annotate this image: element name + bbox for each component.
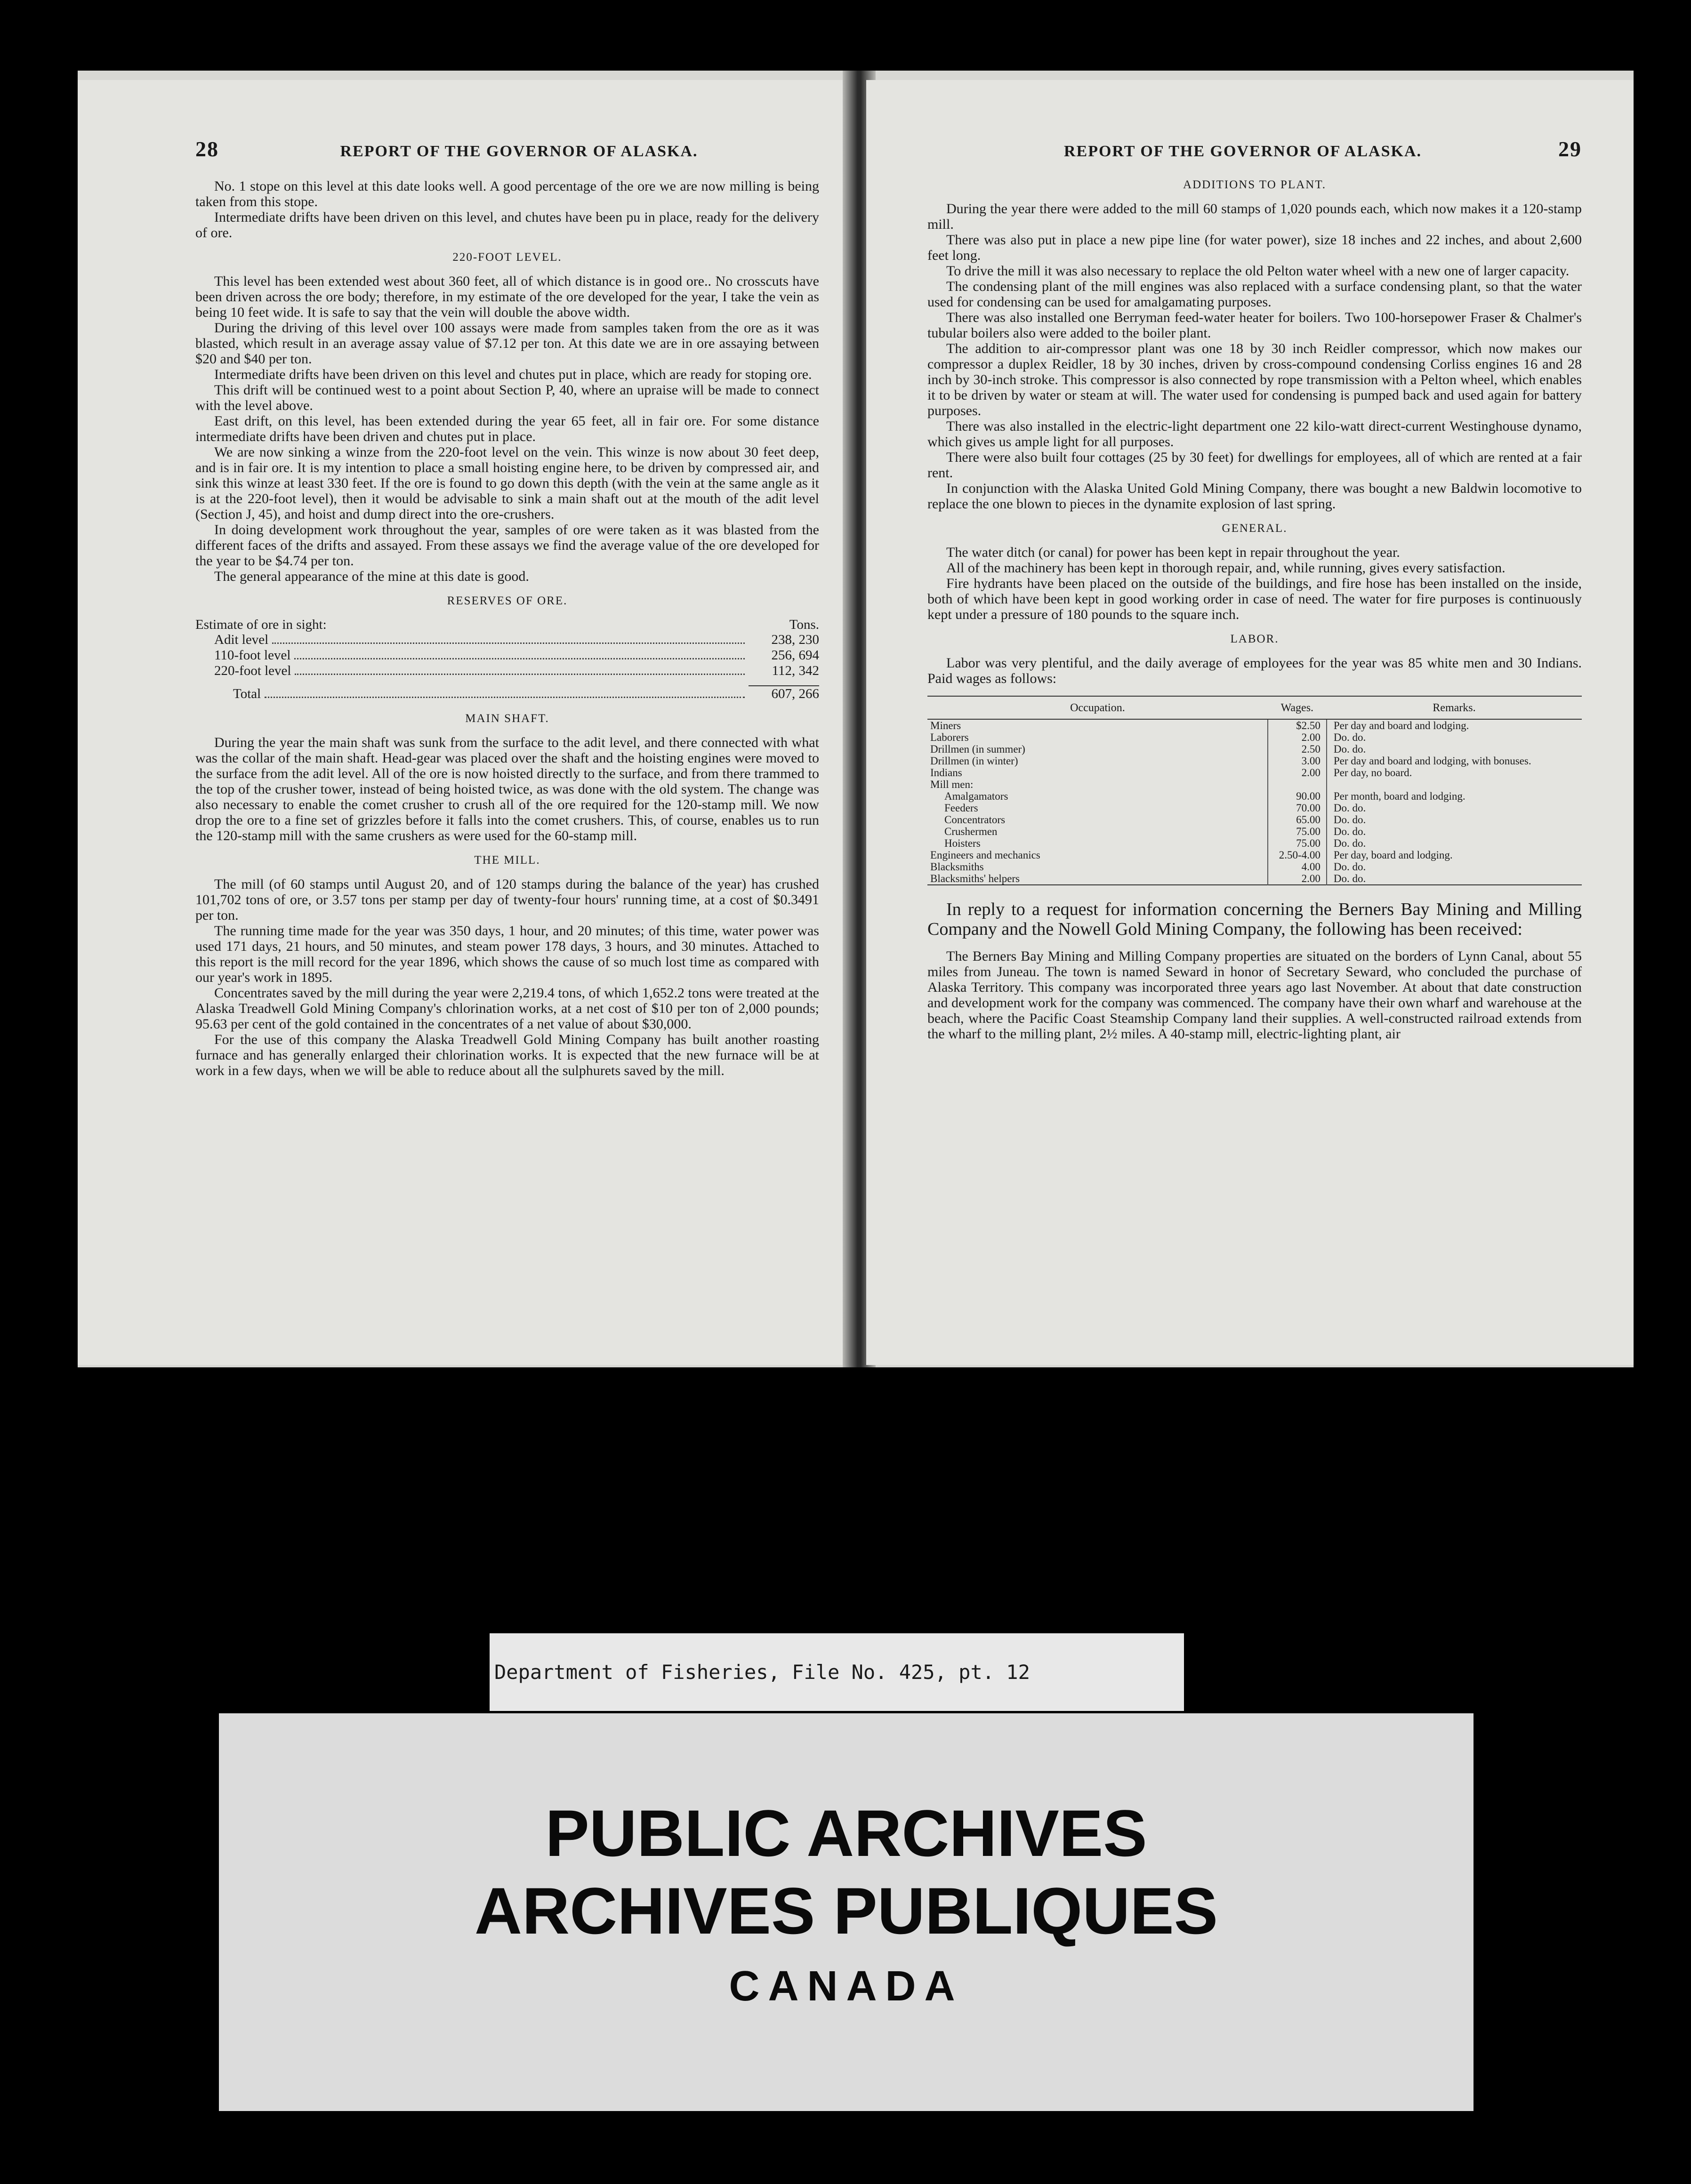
table-row bbox=[927, 755, 1582, 767]
wage-cell: 4.00 bbox=[1268, 861, 1327, 873]
wage-cell: 2.00 bbox=[1268, 873, 1327, 885]
left-running-head bbox=[195, 136, 819, 161]
remarks-cell: Per day, board and lodging. bbox=[1333, 849, 1453, 861]
table-row bbox=[927, 767, 1582, 779]
table-row bbox=[927, 814, 1582, 826]
wage-cell: 65.00 bbox=[1268, 814, 1327, 826]
reserves-row bbox=[195, 632, 819, 648]
reserves-row-label: 110-foot level bbox=[214, 648, 291, 663]
remarks-cell: Per day and board and lodging, with bonuses. bbox=[1333, 755, 1531, 767]
section-heading: THE MILL. bbox=[474, 854, 540, 867]
reserves-unit: Tons. bbox=[789, 617, 819, 632]
section-heading: RESERVES OF ORE. bbox=[447, 594, 568, 607]
archive-stamp-line: CANADA bbox=[729, 1963, 964, 2010]
reserves-row-value: 112, 342 bbox=[772, 663, 819, 678]
paragraph: The Berners Bay Mining and Milling Company properties are situated on the borders of Lynn Canal, about 55 miles from Juneau. The town is named Seward in honor of Secretary Seward, who concluded the purchase of Alaska Territory. This company was incorporated three years ago last November. At about that date construction and development work for the company was commenced. The company have their own wharf and warehouse at the beach, where the Pacific Coast Steamship Company land their supplies. A well-constructed railroad extends from the wharf to the milling plant, 2½ miles. A 40-stamp mill, electric-lighting plant, air bbox=[927, 948, 1582, 1042]
section-heading: GENERAL. bbox=[1222, 522, 1288, 535]
left-page bbox=[78, 80, 852, 1365]
paragraph: Intermediate drifts have been driven on this level and chutes put in place, which are ready for stoping ore. bbox=[214, 367, 812, 382]
wage-cell: 2.00 bbox=[1268, 767, 1327, 779]
paragraph: There was also installed one Berryman feed-water heater for boilers. Two 100-horsepower Fraser & Chalmer's tubular boilers also were added to the boiler plant. bbox=[927, 310, 1582, 341]
section-heading: ADDITIONS TO PLANT. bbox=[1183, 178, 1326, 191]
paragraph: The running time made for the year was 350 days, 1 hour, and 20 minutes; of this time, water power was used 171 days, 21 hours, and 50 minutes, and steam power 178 days, 3 hours, and 30 minutes. Attached to this report is the mill record for the year 1896, which shows the cause of so much lost time as compared with our year's work in 1895. bbox=[195, 923, 819, 985]
berners-intro: In reply to a request for information concerning the Berners Bay Mining and Milling Company and the Nowell Gold Mining Company, the following has been received: bbox=[927, 899, 1582, 939]
section-heading: MAIN SHAFT. bbox=[465, 712, 549, 725]
reserves-row-value: 238, 230 bbox=[771, 632, 819, 647]
paragraph: No. 1 stope on this level at this date looks well. A good percentage of the ore we are now milling is being taken from this stope. bbox=[195, 178, 819, 209]
occupation-cell: Miners bbox=[927, 719, 1268, 731]
occupation-cell: Blacksmiths bbox=[927, 861, 1268, 873]
table-row bbox=[927, 731, 1582, 743]
archive-stamp bbox=[219, 1713, 1474, 2111]
right-page bbox=[866, 80, 1634, 1365]
remarks-cell: Do. do. bbox=[1333, 873, 1366, 884]
right-running-head bbox=[927, 136, 1582, 161]
reserves-total-label: Total bbox=[233, 686, 261, 701]
reserves-table bbox=[195, 617, 819, 702]
remarks-cell: Do. do. bbox=[1333, 837, 1366, 849]
remarks-cell: Per month, board and lodging. bbox=[1333, 790, 1466, 802]
occupation-cell: Crushermen bbox=[927, 826, 1268, 837]
paragraph: There was also put in place a new pipe line (for water power), size 18 inches and 22 inches, and about 2,600 feet long. bbox=[927, 232, 1582, 263]
running-head-title: REPORT OF THE GOVERNOR OF ALASKA. bbox=[340, 143, 698, 160]
paragraph: Labor was very plentiful, and the daily average of employees for the year was 85 white men and 30 Indians. Paid wages as follows: bbox=[927, 655, 1582, 686]
paragraph: The general appearance of the mine at this date is good. bbox=[214, 569, 529, 584]
reserves-row-label: 220-foot level bbox=[214, 663, 291, 678]
remarks-cell: Do. do. bbox=[1333, 861, 1366, 873]
reserves-total-value: 607, 266 bbox=[771, 686, 819, 701]
remarks-cell: Do. do. bbox=[1333, 731, 1366, 743]
reserves-row-label: Adit level bbox=[214, 632, 269, 647]
occupation-cell: Concentrators bbox=[927, 814, 1268, 826]
paragraph: The condensing plant of the mill engines was also replaced with a surface condensing plant, so that the water used for condensing can be used for amalgamating purposes. bbox=[927, 279, 1582, 310]
paragraph: During the year there were added to the mill 60 stamps of 1,020 pounds each, which now makes it a 120-stamp mill. bbox=[927, 201, 1582, 232]
occupation-cell: Blacksmiths' helpers bbox=[927, 873, 1268, 885]
remarks-cell: Per day and board and lodging. bbox=[1333, 720, 1469, 731]
wage-cell: $2.50 bbox=[1268, 719, 1327, 731]
remarks-cell: Do. do. bbox=[1333, 826, 1366, 837]
remarks-cell: Per day, no board. bbox=[1333, 767, 1412, 779]
wage-cell: 90.00 bbox=[1268, 790, 1327, 802]
occupation-cell: Laborers bbox=[927, 731, 1268, 743]
occupation-cell: Amalgamators bbox=[927, 790, 1268, 802]
paragraph: There was also installed in the electric-light department one 22 kilo-watt direct-current Westinghouse dynamo, which gives us ample light for all purposes. bbox=[927, 418, 1582, 450]
paragraph: There were also built four cottages (25 by 30 feet) for dwellings for employees, all of which are rented at a fair rent. bbox=[927, 450, 1582, 481]
paragraph: For the use of this company the Alaska Treadwell Gold Mining Company has built another roasting furnace and has generally enlarged their chlorination works. It is expected that the new furnace will be at work in a few days, when we will be able to reduce about all the sulphurets saved by the mill. bbox=[195, 1032, 819, 1078]
wage-cell: 2.50 bbox=[1268, 743, 1327, 755]
wage-cell: 75.00 bbox=[1268, 837, 1327, 849]
archive-file-label bbox=[490, 1633, 1184, 1711]
occupation-cell: Drillmen (in summer) bbox=[927, 743, 1268, 755]
paragraph: Concentrates saved by the mill during the year were 2,219.4 tons, of which 1,652.2 tons were treated at the Alaska Treadwell Gold Mining Company's chlorination works, at a net cost of $10 per ton of 2,000 pounds; 95.63 per cent of the gold contained in the concentrates of a net value of about $30,000. bbox=[195, 985, 819, 1032]
column-header: Wages. bbox=[1268, 696, 1327, 719]
archive-file-text: Department of Fisheries, File No. 425, pt. 12 bbox=[494, 1661, 1030, 1684]
column-header: Occupation. bbox=[927, 696, 1268, 719]
wage-cell: 2.50-4.00 bbox=[1268, 849, 1327, 861]
section-heading: LABOR. bbox=[1230, 633, 1279, 645]
page-number: 29 bbox=[1558, 137, 1582, 161]
table-row bbox=[927, 861, 1582, 873]
section-heading: 220-FOOT LEVEL. bbox=[452, 251, 562, 264]
paragraph: Fire hydrants have been placed on the outside of the buildings, and fire hose has been installed on the inside, both of which have been kept in good working order in case of need. The water for fire purposes is continuously kept under a pressure of 180 pounds to the square inch. bbox=[927, 576, 1582, 622]
paragraph: To drive the mill it was also necessary to replace the old Pelton water wheel with a new one of larger capacity. bbox=[946, 263, 1570, 279]
paragraph: We are now sinking a winze from the 220-foot level on the vein. This winze is now about 30 feet deep, and is in fair ore. It is my intention to place a small hoisting engine here, to be driven by compressed air, and sink this winze at least 330 feet. If the ore is found to go down this depth (with the vein at the same angle as it is at the 220-foot level), then it would be advisable to sink a main shaft out at the mouth of the adit level (Section J, 45), and hoist and dump direct into the ore-crushers. bbox=[195, 444, 819, 522]
remarks-cell: Do. do. bbox=[1333, 743, 1366, 755]
wages-table bbox=[927, 696, 1582, 885]
page-number: 28 bbox=[195, 137, 219, 161]
table-row bbox=[927, 743, 1582, 755]
paragraph: This level has been extended west about 360 feet, all of which distance is in good ore.. No crosscuts have been driven across the ore body; therefore, in my estimate of the ore developed for the year, I take the vein as being 10 feet wide. It is safe to say that the vein will double the above width. bbox=[195, 273, 819, 320]
table-row bbox=[927, 837, 1582, 849]
archive-stamp-line: PUBLIC ARCHIVES bbox=[545, 1796, 1147, 1870]
running-head-title: REPORT OF THE GOVERNOR OF ALASKA. bbox=[1063, 143, 1422, 160]
table-row bbox=[927, 779, 1582, 790]
occupation-cell: Indians bbox=[927, 767, 1268, 779]
table-row bbox=[927, 849, 1582, 861]
paragraph: In doing development work throughout the year, samples of ore were taken as it was blasted from the different faces of the drifts and assayed. From these assays we find the average value of the ore developed for the year to be $4.74 per ton. bbox=[195, 522, 819, 569]
table-row bbox=[927, 826, 1582, 837]
occupation-cell: Engineers and mechanics bbox=[927, 849, 1268, 861]
paragraph: During the year the main shaft was sunk from the surface to the adit level, and there connected with what was the collar of the main shaft. Head-gear was placed over the shaft and the hoisting engines were moved to the surface from the adit level. All of the ore is now hoisted directly to the surface, and from there trammed to the top of the crusher tower, instead of being hoisted twice, as was done with the old system. The change was also necessary to enable the comet crusher to crush all of the ore required for the 120-stamp mill. We now drop the ore to a fine set of grizzles before it falls into the comet crushers. This, of course, enables us to run the 120-stamp mill with the same crushers as were used for the 60-stamp mill. bbox=[195, 735, 819, 843]
reserves-total-row bbox=[195, 686, 819, 702]
remarks-cell bbox=[1327, 779, 1582, 790]
archive-stamp-line: ARCHIVES PUBLIQUES bbox=[474, 1874, 1218, 1948]
paragraph: Intermediate drifts have been driven on this level, and chutes have been pu in place, ready for the delivery of ore. bbox=[195, 209, 819, 241]
wage-cell: 70.00 bbox=[1268, 802, 1327, 814]
table-row bbox=[927, 873, 1582, 885]
wage-cell bbox=[1268, 779, 1327, 790]
paragraph: All of the machinery has been kept in thorough repair, and, while running, gives every satisfaction. bbox=[946, 560, 1506, 576]
paragraph: In conjunction with the Alaska United Gold Mining Company, there was bought a new Baldwin locomotive to replace the one blown to pieces in the dynamite explosion of last spring. bbox=[927, 481, 1582, 512]
reserves-row bbox=[195, 648, 819, 663]
reserves-estimate-label: Estimate of ore in sight: bbox=[195, 617, 327, 632]
paragraph: During the driving of this level over 100 assays were made from samples taken from the ore as it was blasted, which result in an average assay value of $7.12 per ton. At this date we are in ore assaying between $20 and $40 per ton. bbox=[195, 320, 819, 367]
paragraph: East drift, on this level, has been extended during the year 65 feet, all in fair ore. For some distance intermediate drifts have been driven and chutes put in place. bbox=[195, 413, 819, 444]
occupation-cell: Feeders bbox=[927, 802, 1268, 814]
table-row bbox=[927, 802, 1582, 814]
paragraph: The mill (of 60 stamps until August 20, and of 120 stamps during the balance of the year) has crushed 101,702 tons of ore, or 3.57 tons per stamp per day of twenty-four hours' running time, at a cost of $0.3491 per ton. bbox=[195, 876, 819, 923]
remarks-cell: Do. do. bbox=[1333, 802, 1366, 814]
occupation-cell: Hoisters bbox=[927, 837, 1268, 849]
occupation-cell: Mill men: bbox=[927, 779, 1268, 790]
open-book bbox=[78, 71, 1634, 1367]
wage-cell: 75.00 bbox=[1268, 826, 1327, 837]
paragraph: This drift will be continued west to a point about Section P, 40, where an upraise will be made to connect with the level above. bbox=[195, 382, 819, 413]
paragraph: The addition to air-compressor plant was one 18 by 30 inch Reidler compressor, which now makes our compressor a duplex Reidler, 18 by 30 inches, driven by cross-compound condensing Corliss engines 16 and 28 inch by 30-inch stroke. This compressor is also connected by rope transmission with a Pelton wheel, which enables it to be driven by water or steam at will. The water used for condensing is pumped back and used again for battery purposes. bbox=[927, 341, 1582, 418]
reserves-row bbox=[195, 663, 819, 679]
table-row bbox=[927, 790, 1582, 802]
wage-cell: 2.00 bbox=[1268, 731, 1327, 743]
wage-cell: 3.00 bbox=[1268, 755, 1327, 767]
column-header: Remarks. bbox=[1327, 696, 1582, 719]
occupation-cell: Drillmen (in winter) bbox=[927, 755, 1268, 767]
reserves-row-value: 256, 694 bbox=[771, 648, 819, 663]
paragraph: The water ditch (or canal) for power has been kept in repair throughout the year. bbox=[946, 545, 1400, 560]
table-row bbox=[927, 719, 1582, 731]
remarks-cell: Do. do. bbox=[1333, 814, 1366, 826]
